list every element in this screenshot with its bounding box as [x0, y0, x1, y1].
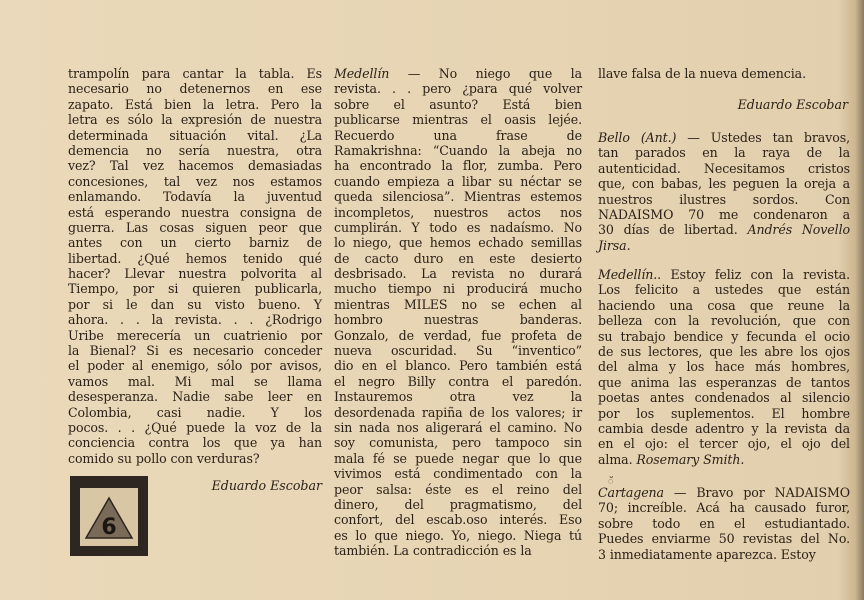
text-line — [598, 192, 850, 207]
text-line — [598, 145, 850, 160]
text-line — [334, 220, 582, 235]
line-text: 3 inmediatamente aparezca. Estoy — [598, 546, 816, 562]
text-line — [68, 420, 322, 435]
line-text: queda silenciosa”. Mientras estemos — [334, 189, 582, 205]
text-line — [598, 207, 850, 222]
text-line — [68, 220, 322, 235]
line-text: confort, del escab.oso interés. Eso — [334, 512, 582, 528]
text-line — [68, 435, 322, 450]
text-line — [598, 176, 850, 191]
text-line — [334, 512, 582, 527]
line-text: trampolín para cantar la tabla. Es — [68, 66, 322, 81]
text-line — [334, 451, 582, 466]
line-text: dio en el blanco. Pero también está — [334, 358, 582, 374]
line-text: . Estoy feliz con la revista. — [657, 267, 850, 282]
text-line — [334, 343, 582, 358]
letter-author: Andrés Novello — [747, 222, 850, 238]
line-text: cumplirán. Y todo es nadaísmo. No — [334, 219, 582, 235]
text-line — [68, 266, 322, 281]
text-line — [68, 374, 322, 389]
line-text: enlamando. Todavía la juventud — [68, 189, 322, 205]
line-text: desordenada rapiña de los valores; ir — [334, 404, 582, 420]
text-line — [68, 128, 322, 143]
line-text: letra es sólo la expresión de nuestra — [68, 112, 322, 128]
text-line — [68, 389, 322, 404]
letter-location: Cartagena — [598, 485, 664, 500]
line-text: guerra. Las cosas siguen peor que — [68, 219, 322, 235]
line-text: zapato. Está bien la letra. Pero la — [68, 96, 322, 112]
text-line — [334, 497, 582, 512]
signature-col1: Eduardo Escobar — [211, 478, 322, 493]
text-line — [598, 359, 850, 374]
column-2-text — [334, 66, 582, 559]
line-text: ha encontrado la flor, zumba. Pero — [334, 158, 582, 174]
line-text: de cacto duro en este desierto — [334, 250, 582, 266]
text-line — [334, 328, 582, 343]
text-line — [334, 189, 582, 204]
text-line — [334, 266, 582, 281]
line-text: — No niego que la — [389, 66, 582, 81]
text-line — [598, 406, 850, 421]
letter-location: Medellín. — [598, 267, 658, 282]
line-text: peor salsa: éste es el reino del — [334, 481, 582, 497]
text-line — [598, 267, 850, 282]
line-text: sobre el asunto? Está bien — [334, 96, 582, 112]
line-text: NADAISMO 70 me condenaron a — [598, 206, 850, 222]
text-line — [68, 174, 322, 189]
line-text: en el ojo: el tercer ojo, el ojo del — [598, 436, 850, 452]
text-line — [334, 358, 582, 373]
line-text: Gonzalo, de verdad, fue profeta de — [334, 327, 582, 343]
letter-location: Medellín — [334, 66, 390, 81]
text-line — [334, 389, 582, 404]
text-line — [598, 390, 850, 405]
letter-author: Jirsa. — [598, 237, 631, 253]
text-line — [68, 112, 322, 127]
line-text: por los suplementos. El hombre — [598, 405, 850, 421]
text-line — [334, 205, 582, 220]
line-text: determinada situación vital. ¿La — [68, 127, 322, 143]
ornament-mark: ॅ — [608, 477, 614, 487]
line-text: sin nada nos aligerará el camino. No — [334, 419, 582, 435]
line-text: desesperanza. Nadie sabe leer en — [68, 389, 322, 405]
letter-medellin — [598, 267, 850, 467]
text-line — [598, 130, 850, 145]
line-text: concesiones, tal vez nos estamos — [68, 173, 322, 189]
text-line — [334, 174, 582, 189]
text-line — [68, 81, 322, 96]
line-text: Instauremos otra vez la — [334, 389, 582, 405]
text-line — [598, 344, 850, 359]
text-line — [334, 66, 582, 81]
text-line — [334, 405, 582, 420]
text-line — [334, 543, 582, 558]
text-line — [598, 298, 850, 313]
text-line — [68, 189, 322, 204]
line-text: también. La contradicción es la — [334, 543, 532, 559]
line-text: conciencia contra los que ya han — [68, 435, 322, 451]
line-text: pocos. . . ¿Qué puede la voz de la — [68, 419, 322, 435]
line-text: Puedes enviarme 50 revistas del No. — [598, 531, 850, 547]
line-text: que, con babas, les peguen la oreja a — [598, 176, 850, 192]
text-line — [334, 435, 582, 450]
line-text: es lo que niego. Yo, niego. Niega tú — [334, 527, 582, 543]
line-text: haciendo una cosa que reune la — [598, 297, 850, 313]
line-text: por si le dan su visto bueno. Y — [68, 296, 322, 312]
line-text: dinero, del pragmatismo, del — [334, 496, 582, 512]
line-text: el poder al enemigo, sólo por avisos, — [68, 358, 322, 374]
line-text: desbrisado. La revista no durará — [334, 266, 582, 282]
column-1-text — [68, 66, 322, 466]
text-line — [598, 375, 850, 390]
line-text: — Bravo por NADAISMO — [663, 485, 850, 500]
line-text: Tiempo, por si quieren publicarla, — [68, 281, 322, 297]
text-line — [334, 97, 582, 112]
line-text: de sus lectores, que les abre los ojos — [598, 343, 850, 359]
text-line — [68, 205, 322, 220]
line-text: Recuerdo una frase de — [334, 127, 582, 143]
line-text: 70; increíble. Acá ha causado furor, — [598, 500, 850, 516]
line-text: llave falsa de la nueva demencia. — [598, 66, 806, 81]
line-text: necesario no detenernos en ese — [68, 81, 322, 97]
page-number: 6 — [101, 515, 117, 540]
text-line — [598, 516, 850, 531]
line-text: vivimos está condimentado con la — [334, 466, 582, 482]
text-line — [598, 485, 850, 500]
line-text: comido su pollo con verduras? — [68, 450, 260, 466]
text-line — [68, 66, 322, 81]
line-text: autenticidad. Necesitamos cristos — [598, 160, 850, 176]
page-number-logo — [70, 476, 148, 556]
line-text: ahora. . . la revista. . . ¿Rodrigo — [68, 312, 322, 328]
text-line — [68, 158, 322, 173]
text-line — [334, 312, 582, 327]
text-line — [334, 297, 582, 312]
text-line — [598, 238, 850, 253]
text-line — [334, 158, 582, 173]
line-text: revista. . . pero ¿para qué volver — [334, 81, 582, 97]
text-line — [598, 282, 850, 297]
column-3-intro — [598, 66, 850, 81]
line-text: — Ustedes tan bravos, — [676, 130, 850, 145]
line-text: el negro Billy contra el paredón. — [334, 373, 582, 389]
line-text: mientras MILES no se echen al — [334, 296, 582, 312]
line-text: nueva oscuridad. Su “inventico” — [334, 343, 582, 359]
line-text: vez? Tal vez hacemos demasiadas — [68, 158, 322, 174]
line-text: hacer? Llevar nuestra polvorita al — [68, 266, 322, 282]
text-line — [598, 500, 850, 515]
signature-col3: Eduardo Escobar — [737, 97, 848, 112]
text-line — [334, 143, 582, 158]
line-text: mala fé se puede negar que lo que — [334, 450, 582, 466]
text-line — [598, 547, 850, 562]
line-text: lo niego, que hemos echado semillas — [334, 235, 582, 251]
line-text: demencia no sería nuestra, otra — [68, 142, 322, 158]
text-line — [598, 66, 850, 81]
line-text: cambia desde adentro y la revista da — [598, 420, 850, 436]
text-line — [68, 451, 322, 466]
text-line — [334, 374, 582, 389]
text-line — [598, 222, 850, 237]
line-text: su trabajo bendice y fecunda el ocio — [598, 328, 850, 344]
text-line — [68, 312, 322, 327]
line-text: publicarse mientras el oasis lejée. — [334, 112, 582, 128]
letter-author: Rosemary Smith. — [636, 451, 745, 467]
text-line — [334, 281, 582, 296]
text-line — [68, 328, 322, 343]
line-text: poetas antes condenados al silencio — [598, 390, 850, 406]
line-text: 30 días de libertad. — [598, 222, 748, 238]
text-line — [598, 329, 850, 344]
text-line — [68, 97, 322, 112]
text-line — [598, 161, 850, 176]
text-line — [334, 528, 582, 543]
line-text: del alma y los hace más hombres, — [598, 359, 850, 375]
line-text: Ramakrishna: “Cuando la abeja no — [334, 142, 582, 158]
line-text: Colombia, casi nadie. Y los — [68, 404, 322, 420]
text-line — [598, 313, 850, 328]
text-line — [68, 235, 322, 250]
text-line — [68, 143, 322, 158]
line-text: que anima las esperanzas de tantos — [598, 374, 850, 390]
line-text: libertad. ¿Qué hemos tenido qué — [68, 250, 322, 266]
text-line — [68, 358, 322, 373]
line-text: sobre todo en el estudiantado. — [598, 515, 850, 531]
letter-cartagena — [598, 485, 850, 562]
line-text: está esperando nuestra consigna de — [68, 204, 322, 220]
line-text: hombro nuestras banderas. — [334, 312, 582, 328]
line-text: alma. — [598, 451, 637, 467]
line-text: la Bienal? Si es necesario conceder — [68, 343, 322, 359]
line-text: mucho tiempo ni producirá mucho — [334, 281, 582, 297]
line-text: tan parados en la raya de la — [598, 145, 850, 161]
text-line — [334, 466, 582, 481]
text-line — [68, 405, 322, 420]
text-line — [598, 436, 850, 451]
letter-location: Bello (Ant.) — [598, 130, 677, 145]
text-line — [334, 235, 582, 250]
text-line — [68, 297, 322, 312]
line-text: incompletos, nuestros actos nos — [334, 204, 582, 220]
text-line — [598, 421, 850, 436]
line-text: belleza con la revolución, que con — [598, 313, 850, 329]
line-text: Uribe merecería un cuatrienio por — [68, 327, 322, 343]
line-text: antes con un cierto barniz de — [68, 235, 322, 251]
line-text: soy comunista, pero tampoco sin — [334, 435, 582, 451]
text-line — [334, 420, 582, 435]
letter-bello — [598, 130, 850, 253]
line-text: cuando empieza a libar su néctar se — [334, 173, 582, 189]
text-line — [334, 81, 582, 96]
text-line — [334, 251, 582, 266]
line-text: Los felicito a ustedes que están — [598, 282, 850, 298]
text-line — [334, 112, 582, 127]
text-line — [334, 482, 582, 497]
text-line — [68, 281, 322, 296]
text-line — [598, 531, 850, 546]
line-text: vamos mal. Mi mal se llama — [68, 373, 322, 389]
text-line — [598, 452, 850, 467]
text-line — [68, 251, 322, 266]
text-line — [68, 343, 322, 358]
text-line — [334, 128, 582, 143]
line-text: nuestros ilustres sordos. Con — [598, 191, 850, 207]
